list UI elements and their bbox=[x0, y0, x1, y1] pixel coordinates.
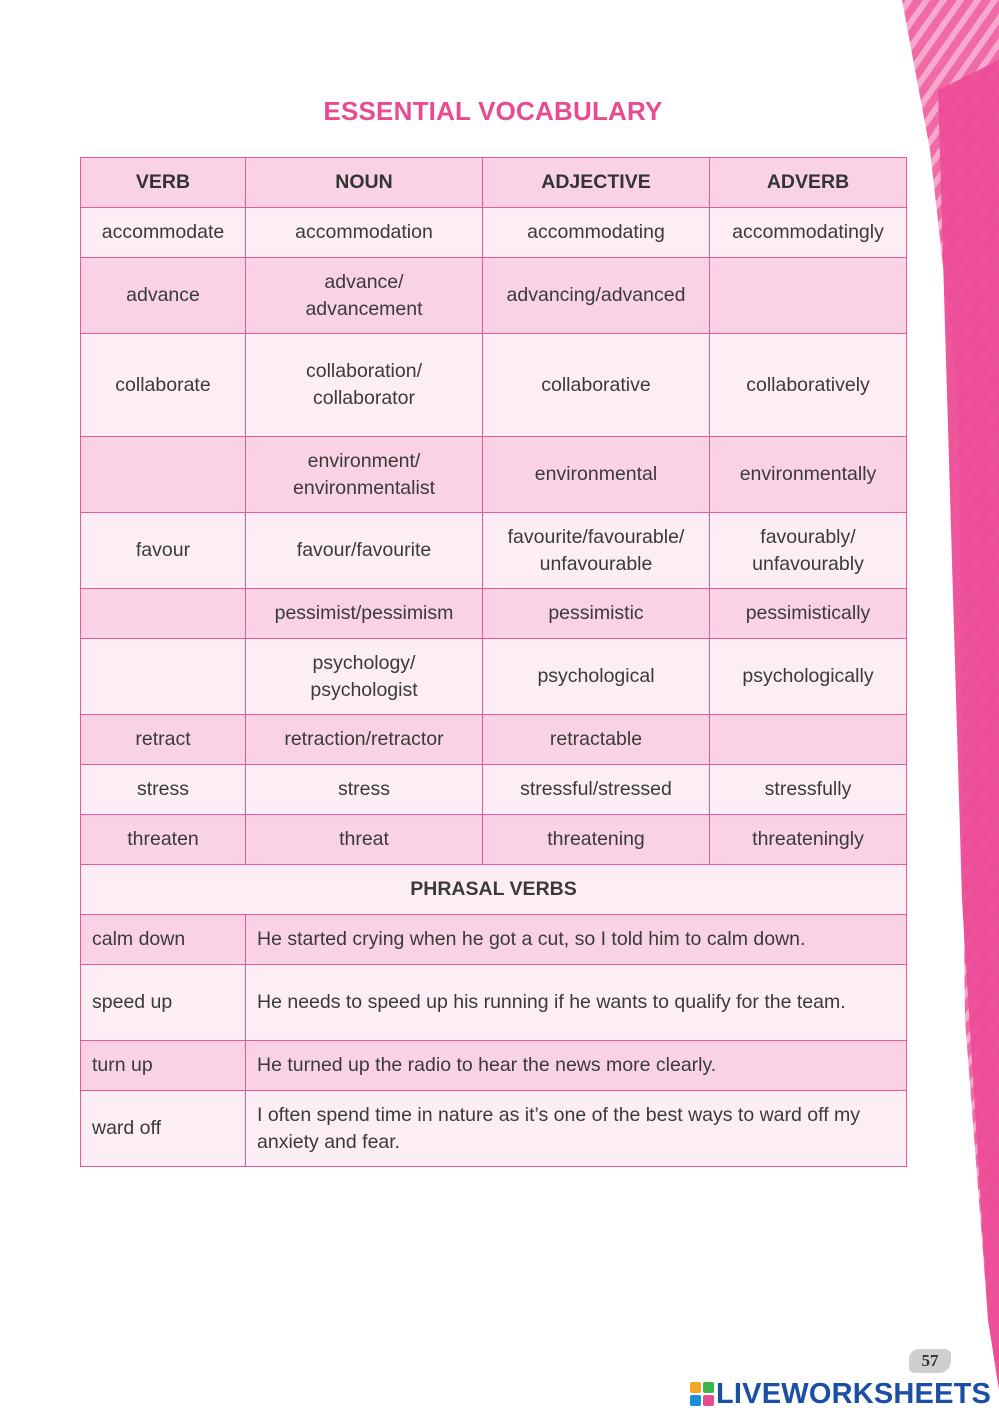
table-cell-verb bbox=[81, 589, 246, 639]
phrasal-verb: turn up bbox=[81, 1041, 246, 1091]
table-cell-verb: collaborate bbox=[81, 334, 246, 437]
column-header: ADVERB bbox=[710, 158, 907, 208]
phrasal-verb: speed up bbox=[81, 965, 246, 1041]
table-cell-noun: environment/ environmentalist bbox=[246, 437, 483, 513]
phrasal-verb-example: He turned up the radio to hear the news more clearly. bbox=[246, 1041, 907, 1091]
table-cell-noun: psychology/ psychologist bbox=[246, 639, 483, 715]
table-cell-adverb: psychologically bbox=[710, 639, 907, 715]
page-title: ESSENTIAL VOCABULARY bbox=[323, 96, 663, 126]
table-cell-adjective: advancing/advanced bbox=[483, 258, 710, 334]
table-cell-adverb: pessimistically bbox=[710, 589, 907, 639]
table-cell-adjective: threatening bbox=[483, 815, 710, 865]
column-header: VERB bbox=[81, 158, 246, 208]
table-row bbox=[81, 765, 907, 815]
phrasal-verb-row bbox=[81, 1041, 907, 1091]
table-cell-noun: advance/ advancement bbox=[246, 258, 483, 334]
phrasal-verbs-heading-row bbox=[81, 865, 907, 915]
table-cell-adverb: favourably/ unfavourably bbox=[710, 513, 907, 589]
liveworksheets-logo[interactable] bbox=[690, 1378, 991, 1410]
table-cell-noun: favour/favourite bbox=[246, 513, 483, 589]
table-cell-noun: collaboration/ collaborator bbox=[246, 334, 483, 437]
table-cell-adverb bbox=[710, 258, 907, 334]
table-row bbox=[81, 589, 907, 639]
table-row bbox=[81, 715, 907, 765]
phrasal-verb: ward off bbox=[81, 1091, 246, 1167]
table-cell-adjective: environmental bbox=[483, 437, 710, 513]
brand-name: LIVEWORKSHEETS bbox=[716, 1377, 992, 1410]
phrasal-verb: calm down bbox=[81, 915, 246, 965]
table-cell-adverb: collaboratively bbox=[710, 334, 907, 437]
table-row bbox=[81, 258, 907, 334]
phrasal-verb-row bbox=[81, 1091, 907, 1167]
table-cell-verb: threaten bbox=[81, 815, 246, 865]
table-cell-noun: threat bbox=[246, 815, 483, 865]
table-cell-adjective: favourite/favourable/ unfavourable bbox=[483, 513, 710, 589]
column-header: NOUN bbox=[246, 158, 483, 208]
table-cell-noun: accommodation bbox=[246, 208, 483, 258]
table-row bbox=[81, 513, 907, 589]
table-cell-adverb: accommodatingly bbox=[710, 208, 907, 258]
table-row bbox=[81, 639, 907, 715]
phrasal-verb-example: He started crying when he got a cut, so I told him to calm down. bbox=[246, 915, 907, 965]
column-header: ADJECTIVE bbox=[483, 158, 710, 208]
table-cell-adjective: accommodating bbox=[483, 208, 710, 258]
table-row bbox=[81, 334, 907, 437]
table-row bbox=[81, 815, 907, 865]
table-cell-noun: pessimist/pessimism bbox=[246, 589, 483, 639]
table-cell-verb: stress bbox=[81, 765, 246, 815]
table-row bbox=[81, 208, 907, 258]
table-cell-adverb: threateningly bbox=[710, 815, 907, 865]
table-cell-adjective: psychological bbox=[483, 639, 710, 715]
table-cell-noun: retraction/retractor bbox=[246, 715, 483, 765]
table-cell-verb: retract bbox=[81, 715, 246, 765]
table-cell-adjective: pessimistic bbox=[483, 589, 710, 639]
phrasal-verb-example: I often spend time in nature as it’s one of the best ways to ward off my anxiety and fear. bbox=[246, 1091, 907, 1167]
table-cell-noun: stress bbox=[246, 765, 483, 815]
table-cell-adverb bbox=[710, 715, 907, 765]
table-cell-verb: accommodate bbox=[81, 208, 246, 258]
phrasal-verb-row bbox=[81, 915, 907, 965]
solid-pink-band bbox=[938, 60, 999, 1390]
table-cell-adjective: stressful/stressed bbox=[483, 765, 710, 815]
table-cell-adjective: retractable bbox=[483, 715, 710, 765]
table-cell-verb: favour bbox=[81, 513, 246, 589]
table-cell-adverb: environmentally bbox=[710, 437, 907, 513]
table-cell-verb: advance bbox=[81, 258, 246, 334]
phrasal-verb-example: He needs to speed up his running if he wants to qualify for the team. bbox=[246, 965, 907, 1041]
table-cell-adjective: collaborative bbox=[483, 334, 710, 437]
phrasal-verb-row bbox=[81, 965, 907, 1041]
table-row bbox=[81, 437, 907, 513]
table-cell-verb bbox=[81, 437, 246, 513]
liveworksheets-logo-icon bbox=[690, 1382, 714, 1406]
phrasal-verbs-heading: PHRASAL VERBS bbox=[81, 865, 907, 915]
table-cell-adverb: stressfully bbox=[710, 765, 907, 815]
vocabulary-table bbox=[80, 157, 907, 1167]
page-number: 57 bbox=[909, 1349, 951, 1373]
table-cell-verb bbox=[81, 639, 246, 715]
table-header-row bbox=[81, 158, 907, 208]
